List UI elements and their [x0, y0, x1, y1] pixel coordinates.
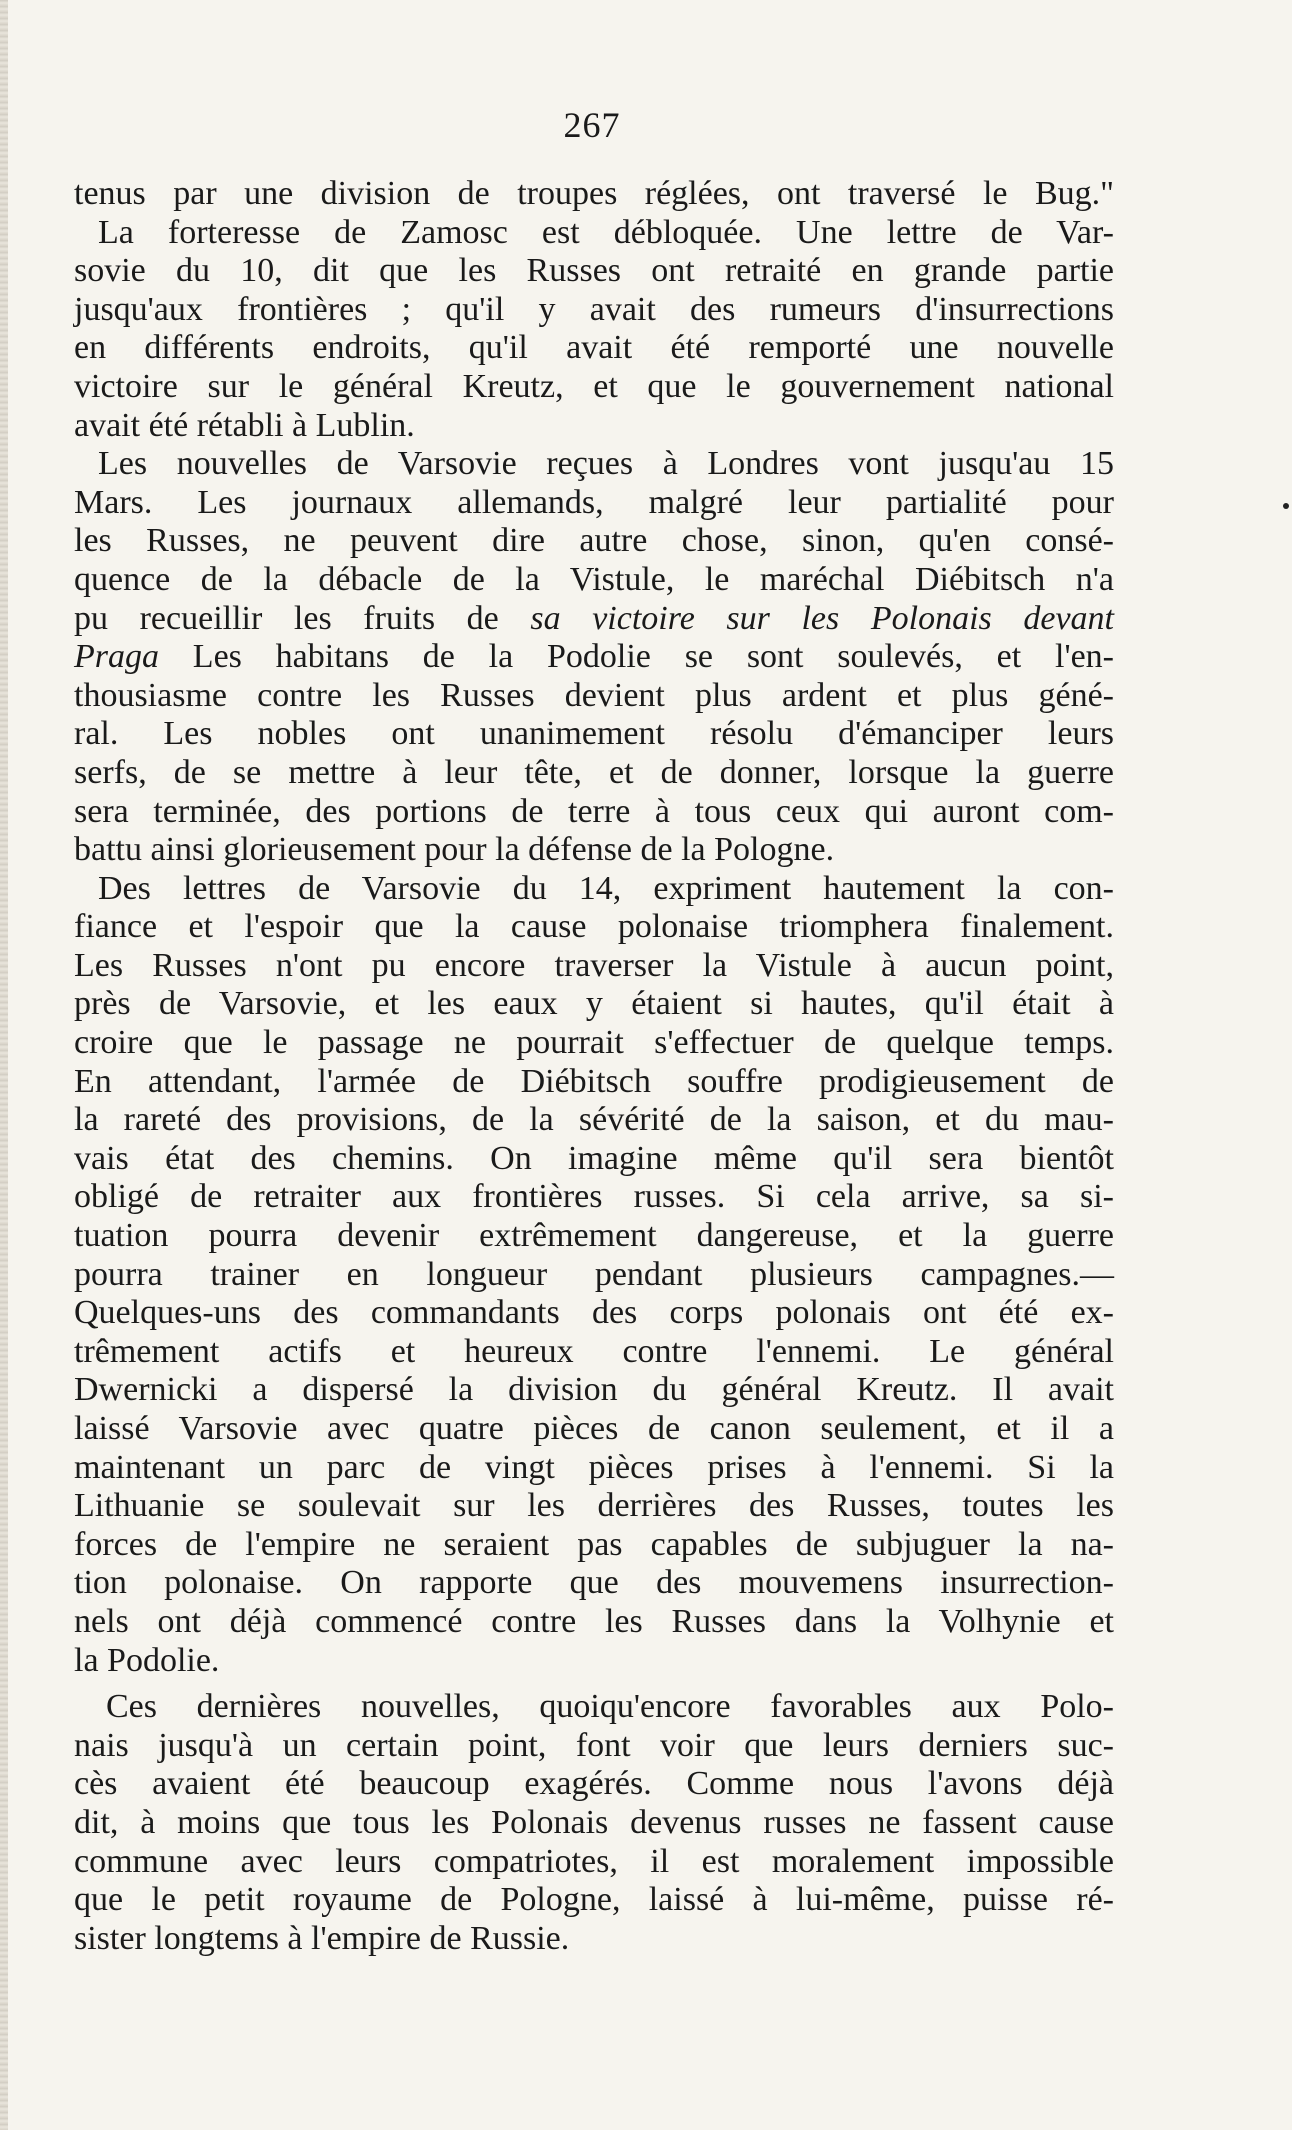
text-line: En attendant, l'armée de Diébitsch souffre prodigieusement de: [74, 1062, 1114, 1100]
text-line: cès avaient été beaucoup exagérés. Comme nous l'avons déjà: [74, 1765, 1114, 1803]
paragraph-3: [74, 445, 1114, 870]
text-line: Les Russes n'ont pu encore traverser la Vistule à aucun point,: [74, 946, 1114, 984]
text-line: Les nouvelles de Varsovie reçues à Londres vont jusqu'au 15: [98, 445, 1114, 483]
text-line-mixed: [74, 638, 1114, 677]
text-line: nels ont déjà commencé contre les Russes dans la Volhynie et: [74, 1602, 1114, 1640]
ink-speck: [1283, 503, 1289, 509]
text-line: quence de la débacle de la Vistule, le maréchal Diébitsch n'a: [74, 560, 1114, 598]
text-line: battu ainsi glorieusement pour la défense de la Pologne.: [74, 831, 835, 869]
text-line: tuation pourra devenir extrêmement dangereuse, et la guerre: [74, 1217, 1114, 1255]
text-line: fiance et l'espoir que la cause polonaise triomphera finalement.: [74, 908, 1114, 946]
text-line: obligé de retraiter aux frontières russes. Si cela arrive, sa si-: [74, 1178, 1114, 1216]
text-line: les Russes, ne peuvent dire autre chose, sinon, qu'en consé-: [74, 522, 1114, 560]
text-line: victoire sur le général Kreutz, et que le gouvernement national: [74, 367, 1114, 405]
text-line: Mars. Les journaux allemands, malgré leur partialité pour: [74, 483, 1114, 521]
body-text: [74, 175, 1114, 1958]
text-line: en différents endroits, qu'il avait été remporté une nouvelle: [74, 329, 1114, 367]
text-line: serfs, de se mettre à leur tête, et de donner, lorsque la guerre: [74, 753, 1114, 791]
paragraph-1: [74, 175, 1114, 214]
text-line: dit, à moins que tous les Polonais devenus russes ne fassent cause: [74, 1803, 1114, 1841]
text-line: avait été rétabli à Lublin.: [74, 406, 415, 444]
text-line: croire que le passage ne pourrait s'effectuer de quelque temps.: [74, 1024, 1114, 1062]
text-line: forces de l'empire ne seraient pas capables de subjuguer la na-: [74, 1525, 1114, 1563]
text-line: ral. Les nobles ont unanimement résolu d'émanciper leurs: [74, 715, 1114, 753]
text-line: nais jusqu'à un certain point, font voir que leurs derniers suc-: [74, 1726, 1114, 1764]
text-run: pu recueillir les fruits de: [74, 599, 531, 637]
text-line: maintenant un parc de vingt pièces prises à l'ennemi. Si la: [74, 1448, 1114, 1486]
text-line: la Podolie.: [74, 1641, 220, 1679]
text-line: Ces dernières nouvelles, quoiqu'encore favorables aux Polo-: [106, 1688, 1114, 1726]
paragraph-2: [74, 214, 1114, 446]
text-line: sera terminée, des portions de terre à tous ceux qui auront com-: [74, 792, 1114, 830]
paragraph-5: [74, 1688, 1114, 1958]
text-line: la rareté des provisions, de la sévérité de la saison, et du mau-: [74, 1101, 1114, 1139]
text-line: tenus par une division de troupes réglées, ont traversé le Bug.": [74, 175, 1114, 212]
text-line-mixed: [74, 600, 1114, 639]
text-line: thousiasme contre les Russes devient plus ardent et plus géné-: [74, 676, 1114, 714]
text-run: Les habitans de la Podolie se sont soulevés, et l'en-: [159, 638, 1114, 676]
text-line: sister longtems à l'empire de Russie.: [74, 1919, 570, 1957]
text-line: près de Varsovie, et les eaux y étaient si hautes, qu'il était à: [74, 985, 1114, 1023]
text-line: que le petit royaume de Pologne, laissé à lui-même, puisse ré-: [74, 1881, 1114, 1919]
text-line: commune avec leurs compatriotes, il est moralement impossible: [74, 1842, 1114, 1880]
paragraph-4: [74, 870, 1114, 1680]
text-line: laissé Varsovie avec quatre pièces de canon seulement, et il a: [74, 1410, 1114, 1447]
text-line: Dwernicki a dispersé la division du général Kreutz. Il avait: [74, 1371, 1114, 1409]
text-line: trêmement actifs et heureux contre l'ennemi. Le général: [74, 1332, 1114, 1370]
text-line: sovie du 10, dit que les Russes ont retraité en grande partie: [74, 252, 1114, 290]
text-line: jusqu'aux frontières ; qu'il y avait des rumeurs d'insurrections: [74, 290, 1114, 328]
italic-text-run: sa victoire sur les Polonais devant: [530, 599, 1114, 637]
page-number: 267: [563, 105, 621, 145]
text-line: vais état des chemins. On imagine même qu'il sera bientôt: [74, 1139, 1114, 1177]
text-line: Quelques-uns des commandants des corps polonais ont été ex-: [74, 1294, 1114, 1332]
text-line: La forteresse de Zamosc est débloquée. Une lettre de Var-: [98, 213, 1114, 251]
text-line: pourra trainer en longueur pendant plusieurs campagnes.—: [74, 1255, 1114, 1293]
text-line: Des lettres de Varsovie du 14, expriment hautement la con-: [98, 869, 1114, 907]
page-edge: [0, 0, 8, 2130]
text-line: Lithuanie se soulevait sur les derrières des Russes, toutes les: [74, 1487, 1114, 1525]
paragraph-gap: [74, 1680, 1114, 1688]
text-line: tion polonaise. On rapporte que des mouvemens insurrection-: [74, 1564, 1114, 1602]
italic-text-run: Praga: [74, 638, 159, 676]
